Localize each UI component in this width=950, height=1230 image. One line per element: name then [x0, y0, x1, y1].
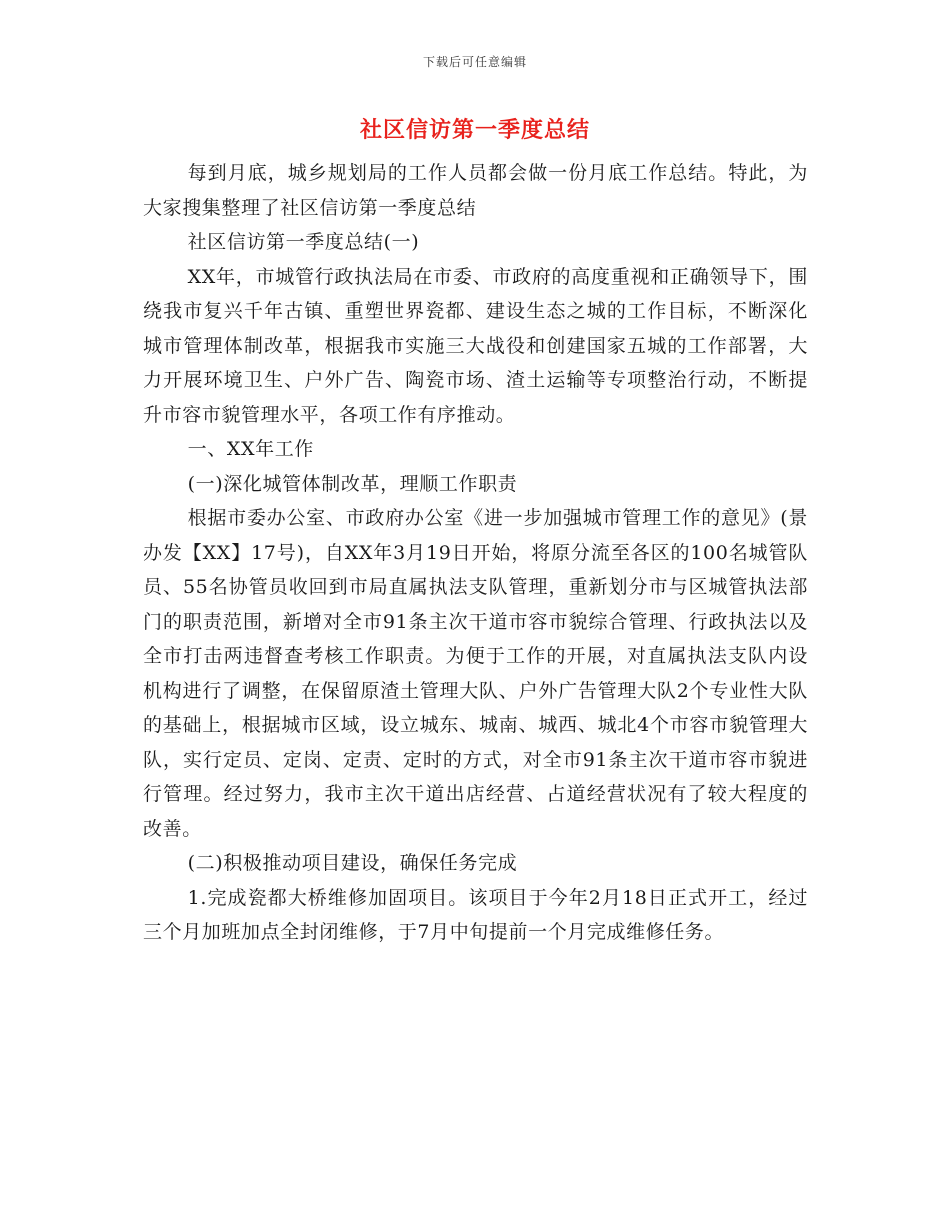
subsection-heading-2: (二)积极推动项目建设，确保任务完成 [187, 852, 518, 874]
paragraph-reform: 根据市委办公室、市政府办公室《进一步加强城市管理工作的意见》(景办发【XX】17号)，自XX年3月19日开始，将原分流至各区的100名城管队员、55名协管员收回到市局直属执法支队管理，重新划分市与区城管执法部门的职责范围，新增对全市91条主次干道市容市貌综合管理、行政执法以及全市打击两违督查考核工作职责。为便于工作的开展，对直属执法支队内设机构进行了调整，在保留原渣土管理大队、户外广告管理大队2个专业性大队的基础上，根据城市区域，设立城东、城南、城西、城北4个市容市貌管理大队，实行定员、定岗、定责、定时的方式，对全市91条主次干道市容市貌进行管理。经过努力，我市主次干道出店经营、占道经营状况有了较大程度的改善。 [143, 507, 808, 840]
paragraph-overview: XX年，市城管行政执法局在市委、市政府的高度重视和正确领导下，围绕我市复兴千年古镇、重塑世界瓷都、建设生态之城的工作目标，不断深化城市管理体制改革，根据我市实施三大战役和创建国家五城的工作部署，大力开展环境卫生、户外广告、陶瓷市场、渣土运输等专项整治行动，不断提升市容市貌管理水平，各项工作有序推动。 [143, 265, 808, 426]
section-heading-work: 一、XX年工作 [187, 438, 314, 460]
paragraph-intro: 每到月底，城乡规划局的工作人员都会做一份月底工作总结。特此，为大家搜集整理了社区信访第一季度总结 [143, 162, 808, 219]
paragraph-subtitle: 社区信访第一季度总结(一) [187, 231, 420, 253]
header-note: 下载后可任意编辑 [422, 55, 527, 69]
paragraph-bridge-project: 1.完成瓷都大桥维修加固项目。该项目于今年2月18日正式开工，经过三个月加班加点全封闭维修，于7月中旬提前一个月完成维修任务。 [143, 886, 808, 943]
document-title: 社区信访第一季度总结 [359, 117, 590, 143]
subsection-heading-1: (一)深化城管体制改革，理顺工作职责 [187, 472, 518, 495]
document-body [143, 156, 808, 950]
